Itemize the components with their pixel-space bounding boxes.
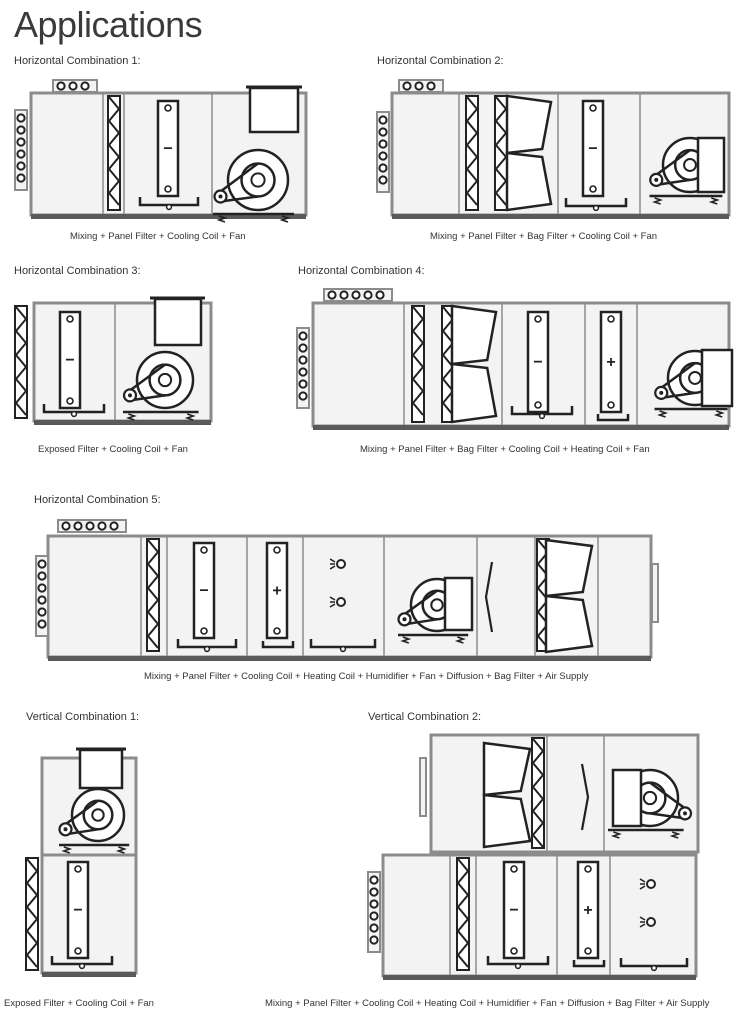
drain-icon bbox=[341, 647, 346, 652]
vibration-isolator-spring bbox=[219, 216, 225, 222]
damper-blade-icon bbox=[370, 888, 377, 895]
heating-coil-symbol: + bbox=[606, 354, 616, 371]
section-label-h3: Horizontal Combination 3: bbox=[14, 265, 141, 277]
caption-v2: Mixing + Panel Filter + Cooling Coil + Heating Coil + Humidifier + Fan + Diffusion + Bag Filter + Air Supply bbox=[265, 998, 710, 1009]
damper-blade-icon bbox=[74, 522, 81, 529]
section-label-h2: Horizontal Combination 2: bbox=[377, 55, 504, 67]
coil-header-icon bbox=[75, 866, 81, 872]
damper-blade-icon bbox=[69, 82, 76, 89]
unit-casing bbox=[313, 303, 729, 426]
damper-blade-icon bbox=[299, 392, 306, 399]
unit-base-rail bbox=[383, 975, 696, 980]
page-title: Applications bbox=[14, 4, 203, 45]
vibration-isolator-spring bbox=[716, 411, 722, 417]
drain-icon bbox=[540, 414, 545, 419]
caption-h5: Mixing + Panel Filter + Cooling Coil + Heating Coil + Humidifier + Fan + Diffusion + Bag Filter + Air Supply bbox=[144, 671, 589, 682]
damper-blade-icon bbox=[38, 596, 45, 603]
damper-blade-icon bbox=[328, 291, 335, 298]
damper-blade-icon bbox=[379, 128, 386, 135]
coil-header-icon bbox=[511, 948, 517, 954]
damper-blade-icon bbox=[352, 291, 359, 298]
section-label-v2: Vertical Combination 2: bbox=[368, 711, 482, 723]
vibration-isolator-spring bbox=[672, 832, 678, 838]
damper-blade-icon bbox=[370, 912, 377, 919]
damper-blade-icon bbox=[38, 572, 45, 579]
heating-coil-symbol: + bbox=[272, 582, 282, 600]
vibration-isolator-spring bbox=[118, 847, 124, 853]
cooling-coil-symbol: − bbox=[199, 582, 209, 600]
vibration-isolator-spring bbox=[187, 414, 193, 420]
coil-header-icon bbox=[274, 628, 280, 634]
coil-header-icon bbox=[608, 402, 614, 408]
cooling-coil-symbol: − bbox=[65, 352, 75, 369]
section-label-h4: Horizontal Combination 4: bbox=[298, 265, 425, 277]
section-label-h5: Horizontal Combination 5: bbox=[34, 494, 161, 506]
coil-header-icon bbox=[165, 105, 171, 111]
unit-vertical-1 bbox=[26, 749, 136, 977]
coil-header-icon bbox=[511, 866, 517, 872]
coil-header-icon bbox=[535, 316, 541, 322]
damper-blade-icon bbox=[379, 140, 386, 147]
coil-header-icon bbox=[165, 186, 171, 192]
cooling-coil-symbol: − bbox=[588, 140, 598, 158]
heating-coil-symbol: + bbox=[583, 902, 593, 919]
air-supply-outlet bbox=[420, 758, 426, 816]
drain-icon bbox=[516, 964, 521, 969]
damper-blade-icon bbox=[57, 82, 64, 89]
fan-motor-shaft bbox=[128, 393, 132, 397]
fan-motor-shaft bbox=[403, 617, 407, 621]
damper-blade-icon bbox=[364, 291, 371, 298]
coil-header-icon bbox=[585, 866, 591, 872]
coil-header-icon bbox=[590, 186, 596, 192]
damper-blade-icon bbox=[299, 368, 306, 375]
damper-blade-icon bbox=[415, 82, 422, 89]
damper-blade-icon bbox=[379, 152, 386, 159]
fan-discharge-duct bbox=[702, 350, 732, 406]
damper-blade-icon bbox=[376, 291, 383, 298]
damper-blade-icon bbox=[299, 344, 306, 351]
fan-hub bbox=[689, 372, 701, 384]
fan-motor-shaft bbox=[683, 811, 687, 815]
fan-discharge-duct bbox=[80, 750, 122, 788]
drain-icon bbox=[80, 964, 85, 969]
coil-header-icon bbox=[67, 398, 73, 404]
coil-header-icon bbox=[535, 402, 541, 408]
caption-h3: Exposed Filter + Cooling Coil + Fan bbox=[38, 444, 188, 455]
drain-icon bbox=[167, 205, 172, 210]
unit-horizontal-3 bbox=[15, 298, 211, 425]
caption-h2: Mixing + Panel Filter + Bag Filter + Cooling Coil + Fan bbox=[430, 231, 658, 242]
section-label-h1: Horizontal Combination 1: bbox=[14, 55, 141, 67]
fan-discharge-duct bbox=[613, 770, 641, 826]
air-supply-outlet bbox=[652, 564, 658, 622]
fan-hub bbox=[251, 173, 264, 186]
cooling-coil-symbol: − bbox=[533, 354, 543, 371]
fan-hub bbox=[159, 374, 171, 386]
unit-base-rail bbox=[34, 420, 211, 425]
damper-blade-icon bbox=[17, 126, 24, 133]
damper-blade-icon bbox=[81, 82, 88, 89]
coil-header-icon bbox=[75, 948, 81, 954]
damper-blade-icon bbox=[403, 82, 410, 89]
fan-hub bbox=[684, 159, 696, 171]
unit-casing bbox=[383, 855, 696, 976]
caption-h1: Mixing + Panel Filter + Cooling Coil + Fan bbox=[70, 231, 246, 242]
unit-horizontal-5 bbox=[36, 520, 658, 661]
damper-blade-icon bbox=[62, 522, 69, 529]
unit-horizontal-2 bbox=[377, 80, 729, 219]
vibration-isolator-spring bbox=[128, 414, 134, 420]
coil-header-icon bbox=[608, 316, 614, 322]
vibration-isolator-spring bbox=[660, 411, 666, 417]
coil-header-icon bbox=[201, 547, 207, 553]
unit-horizontal-1 bbox=[15, 80, 306, 222]
fan-discharge-duct bbox=[155, 299, 201, 345]
drain-icon bbox=[72, 412, 77, 417]
fan-motor-shaft bbox=[659, 391, 663, 395]
vibration-isolator-spring bbox=[282, 216, 288, 222]
fan-discharge-duct bbox=[445, 578, 472, 630]
damper-blade-icon bbox=[299, 356, 306, 363]
drain-icon bbox=[594, 206, 599, 211]
drain-icon bbox=[652, 966, 657, 971]
damper-blade-icon bbox=[110, 522, 117, 529]
damper-blade-icon bbox=[379, 116, 386, 123]
coil-header-icon bbox=[590, 105, 596, 111]
damper-blade-icon bbox=[86, 522, 93, 529]
vibration-isolator-spring bbox=[613, 832, 619, 838]
damper-blade-icon bbox=[17, 174, 24, 181]
humidifier-nozzle-icon bbox=[647, 880, 655, 888]
coil-header-icon bbox=[67, 316, 73, 322]
coil-header-icon bbox=[274, 547, 280, 553]
damper-blade-icon bbox=[379, 176, 386, 183]
fan-discharge-duct bbox=[250, 88, 298, 132]
coil-header-icon bbox=[585, 948, 591, 954]
unit-horizontal-4 bbox=[297, 289, 732, 430]
damper-blade-icon bbox=[17, 150, 24, 157]
damper-blade-icon bbox=[379, 164, 386, 171]
vibration-isolator-spring bbox=[403, 637, 409, 643]
damper-blade-icon bbox=[370, 900, 377, 907]
humidifier-nozzle-icon bbox=[337, 560, 345, 568]
damper-blade-icon bbox=[17, 162, 24, 169]
vibration-isolator-spring bbox=[64, 847, 70, 853]
damper-blade-icon bbox=[98, 522, 105, 529]
damper-blade-icon bbox=[299, 332, 306, 339]
fan-hub bbox=[644, 792, 656, 804]
fan-motor-shaft bbox=[219, 195, 223, 199]
damper-blade-icon bbox=[370, 924, 377, 931]
damper-blade-icon bbox=[370, 936, 377, 943]
damper-blade-icon bbox=[370, 876, 377, 883]
fan-motor-shaft bbox=[64, 827, 68, 831]
fan-hub bbox=[92, 809, 103, 820]
damper-blade-icon bbox=[38, 560, 45, 567]
section-label-v1: Vertical Combination 1: bbox=[26, 711, 140, 723]
coil-header-icon bbox=[201, 628, 207, 634]
vibration-isolator-spring bbox=[711, 198, 717, 204]
humidifier-nozzle-icon bbox=[647, 918, 655, 926]
unit-base-rail bbox=[42, 972, 136, 977]
unit-base-rail bbox=[313, 425, 729, 430]
cooling-coil-symbol: − bbox=[73, 902, 83, 919]
unit-vertical-2 bbox=[368, 735, 698, 980]
unit-base-rail bbox=[392, 214, 729, 219]
cooling-coil-symbol: − bbox=[163, 140, 173, 158]
damper-blade-icon bbox=[17, 114, 24, 121]
humidifier-nozzle-icon bbox=[337, 598, 345, 606]
damper-blade-icon bbox=[299, 380, 306, 387]
caption-v1: Exposed Filter + Cooling Coil + Fan bbox=[4, 998, 154, 1009]
cooling-coil-symbol: − bbox=[509, 902, 519, 919]
damper-blade-icon bbox=[38, 620, 45, 627]
fan-discharge-duct bbox=[698, 138, 724, 192]
drain-icon bbox=[205, 647, 210, 652]
damper-blade-icon bbox=[17, 138, 24, 145]
fan-motor-shaft bbox=[654, 178, 658, 182]
damper-blade-icon bbox=[340, 291, 347, 298]
damper-blade-icon bbox=[427, 82, 434, 89]
fan-hub bbox=[431, 599, 442, 610]
unit-base-rail bbox=[48, 656, 651, 661]
damper-blade-icon bbox=[38, 584, 45, 591]
caption-h4: Mixing + Panel Filter + Bag Filter + Cooling Coil + Heating Coil + Fan bbox=[360, 444, 650, 455]
vibration-isolator-spring bbox=[457, 637, 463, 643]
vibration-isolator-spring bbox=[655, 198, 661, 204]
damper-blade-icon bbox=[38, 608, 45, 615]
